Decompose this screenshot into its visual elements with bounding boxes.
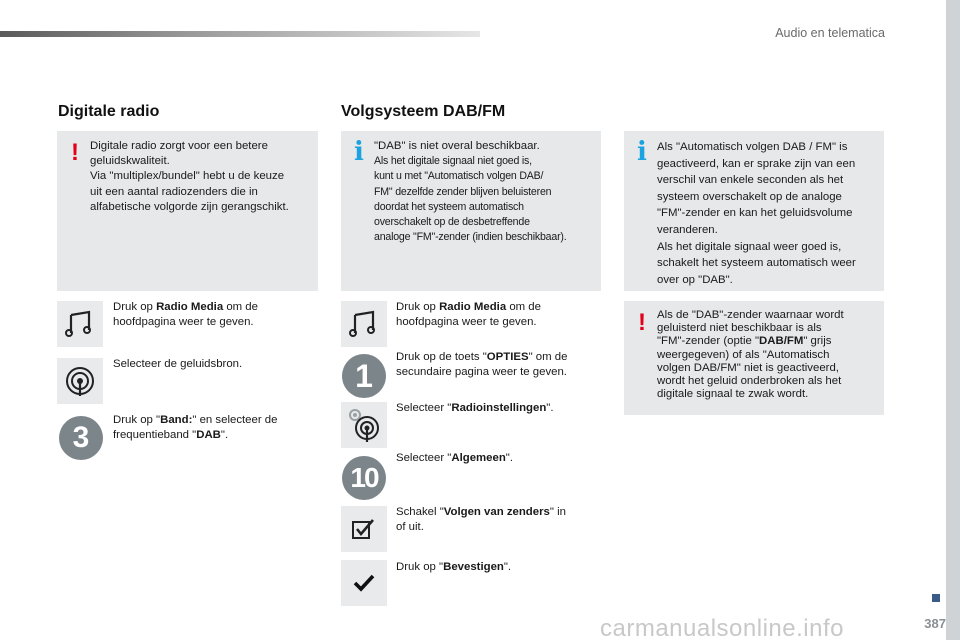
radio-source-icon <box>57 358 103 404</box>
page-number: 387 <box>924 616 946 631</box>
page-edge-strip <box>946 0 960 640</box>
note-line: "FM"-zender (optie "DAB/FM" grijs <box>657 335 832 348</box>
checkbox-icon <box>341 506 387 552</box>
middle-step-opties: Druk op de toets "OPTIES" om de secundaire pagina weer te geven. <box>396 351 568 379</box>
note-line: geluisterd niet beschikbaar is als <box>657 322 822 335</box>
section-title: Audio en telematica <box>775 26 885 40</box>
middle-step-radio-media: Druk op Radio Media om de hoofdpagina weer te geven. <box>396 301 541 329</box>
note-line: Als "Automatisch volgen DAB / FM" is <box>657 141 848 153</box>
note-line: Digitale radio zorgt voor een betere <box>90 140 268 152</box>
warning-note-box <box>57 131 318 291</box>
note-line: Als de "DAB"-zender waarnaar wordt <box>657 309 844 321</box>
note-line: weergegeven) of als "Automatisch <box>657 348 830 361</box>
note-line: geactiveerd, kan er sprake zijn van een <box>657 157 856 170</box>
note-line: digitale signaal te zwak wordt. <box>657 388 809 401</box>
note-line: verschil van enkele seconden als het <box>657 174 844 187</box>
info-note-box <box>624 131 884 291</box>
checkmark-icon <box>341 560 387 606</box>
middle-step-volgen-van-zenders: Schakel "Volgen van zenders" in of uit. <box>396 506 566 534</box>
note-line: schakelt het systeem automatisch weer <box>657 257 856 270</box>
section-heading-digitale-radio: Digitale radio <box>58 103 160 120</box>
note-line: alfabetische volgorde zijn gerangschikt. <box>90 200 289 213</box>
warning-note-box <box>624 301 884 415</box>
note-line: veranderen. <box>657 223 718 236</box>
info-note-text <box>657 139 883 288</box>
note-line: over op "DAB". <box>657 273 733 286</box>
note-line: doordat het systeem automatisch <box>374 200 524 213</box>
left-step-select-source: Selecteer de geluidsbron. <box>113 358 243 370</box>
note-line: Via "multiplex/bundel" hebt u de keuze <box>90 170 285 183</box>
note-line: uit een aantal radiozenders die in <box>90 185 258 198</box>
middle-step-bevestigen: Druk op "Bevestigen". <box>396 561 512 573</box>
step-number-badge: 10 <box>342 456 386 500</box>
middle-step-algemeen: Selecteer "Algemeen". <box>396 452 514 464</box>
left-step-band: Druk op "Band:" en selecteer de frequentieband "DAB". <box>113 414 278 442</box>
info-icon: i <box>354 137 364 167</box>
info-note-box <box>341 131 601 291</box>
note-line: systeem overschakelt op de analoge <box>657 190 842 203</box>
note-line: wordt het geluid onderbroken als het <box>657 375 842 388</box>
note-line: Als het digitale signaal weer goed is, <box>657 240 842 253</box>
middle-step-radioinstellingen: Selecteer "Radioinstellingen". <box>396 402 554 414</box>
info-icon: i <box>637 137 647 167</box>
warning-exclamation-icon: ! <box>71 139 79 166</box>
note-line: geluidskwaliteit. <box>90 155 170 168</box>
note-line: "DAB" is niet overal beschikbaar. <box>374 140 540 152</box>
note-line: volgen DAB/FM" niet is geactiveerd, <box>657 361 839 374</box>
step-number-badge: 1 <box>342 354 386 398</box>
note-line: Als het digitale signaal niet goed is, <box>374 155 532 168</box>
note-line: FM" dezelfde zender blijven beluisteren <box>374 185 552 198</box>
note-line: overschakelt op de desbetreffende <box>374 216 530 229</box>
warning-note-text <box>657 309 883 401</box>
info-note-text <box>374 139 600 245</box>
warning-exclamation-icon: ! <box>638 309 646 336</box>
page-marker-dot <box>932 594 940 602</box>
radio-settings-icon <box>341 402 387 448</box>
left-step-radio-media: Druk op Radio Media om de hoofdpagina weer te geven. <box>113 301 258 329</box>
note-line: kunt u met "Automatisch volgen DAB/ <box>374 170 544 183</box>
header-gradient-bar <box>0 31 480 37</box>
note-line: "FM"-zender en kan het geluidsvolume <box>657 207 853 220</box>
music-note-icon <box>57 301 103 347</box>
warning-note-text <box>90 139 316 215</box>
step-number-badge: 3 <box>59 416 103 460</box>
section-heading-volgsysteem: Volgsysteem DAB/FM <box>341 103 506 120</box>
note-line: analoge "FM"-zender (indien beschikbaar). <box>374 231 567 244</box>
music-note-icon <box>341 301 387 347</box>
watermark-text: carmanualsonline.info <box>600 615 844 642</box>
